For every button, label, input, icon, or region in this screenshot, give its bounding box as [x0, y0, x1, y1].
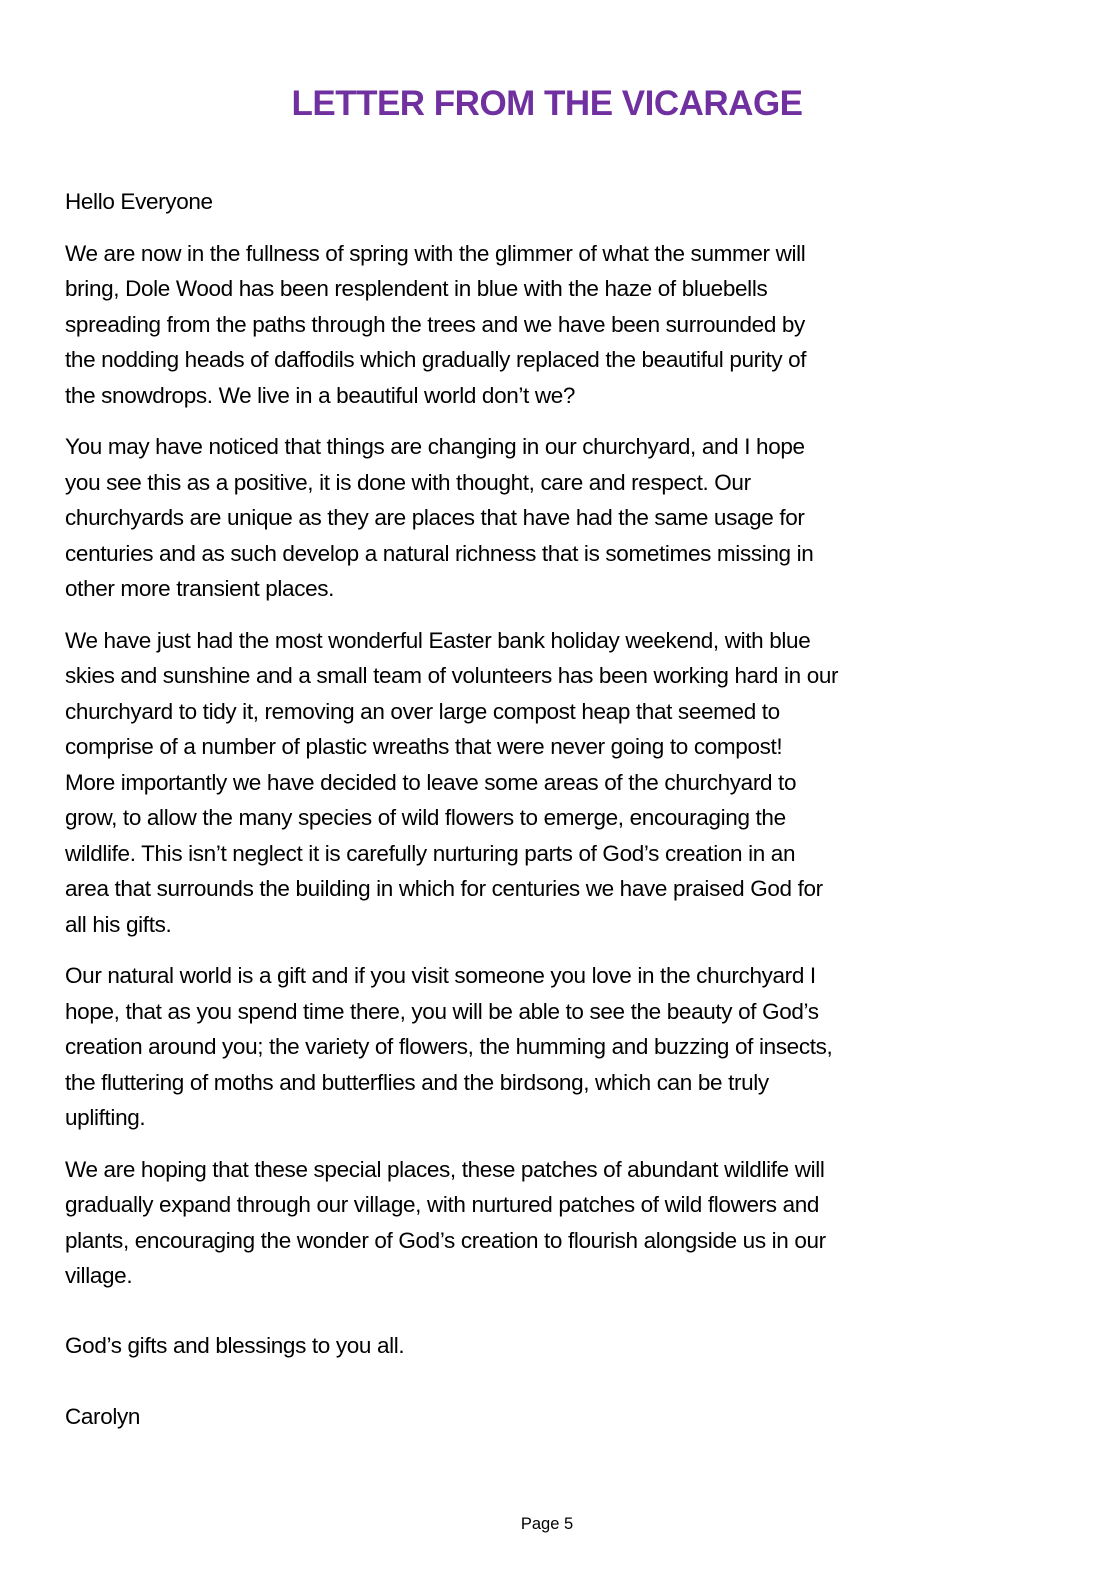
paragraph-4 — [65, 958, 1045, 1136]
paragraph-line: churchyard to tidy it, removing an over large compost heap that seemed to — [65, 698, 780, 724]
paragraph-5 — [65, 1152, 1045, 1294]
paragraph-line: all his gifts. — [65, 911, 172, 937]
paragraph-line: the nodding heads of daffodils which gradually replaced the beautiful purity of — [65, 347, 807, 372]
paragraph-3 — [65, 623, 1045, 943]
paragraph-line: centuries and as such develop a natural richness that is sometimes missing in — [65, 540, 814, 566]
paragraph-line: You may have noticed that things are changing in our churchyard, and I hope — [65, 434, 805, 459]
letter-body — [65, 184, 1045, 1310]
paragraph-line: village. — [65, 1263, 133, 1288]
paragraph-line: grow, to allow the many species of wild flowers to emerge, encouraging the — [65, 805, 786, 830]
paragraph-1 — [65, 236, 1045, 414]
paragraph-line: churchyards are unique as they are places that have had the same usage for — [65, 505, 805, 530]
paragraph-line: gradually expand through our village, with nurtured patches of wild flowers and — [65, 1192, 820, 1217]
paragraph-line: creation around you; the variety of flowers, the humming and buzzing of insects, — [65, 1034, 833, 1059]
paragraph-line: you see this as a positive, it is done with thought, care and respect. Our — [65, 469, 751, 495]
blessing: God’s gifts and blessings to you all. — [65, 1333, 405, 1358]
paragraph-line: skies and sunshine and a small team of volunteers has been working hard in our — [65, 663, 839, 688]
paragraph-line: bring, Dole Wood has been resplendent in blue with the haze of bluebells — [65, 276, 768, 301]
paragraph-line: We are now in the fullness of spring with the glimmer of what the summer will — [65, 240, 806, 266]
paragraph-line: spreading from the paths through the trees and we have been surrounded by — [65, 311, 805, 337]
paragraph-line: Our natural world is a gift and if you visit someone you love in the churchyard I — [65, 963, 816, 988]
paragraph-line: wildlife. This isn’t neglect it is carefully nurturing parts of God’s creation in an — [65, 840, 796, 866]
paragraph-line: uplifting. — [65, 1105, 146, 1130]
signature: Carolyn — [65, 1404, 141, 1429]
paragraph-line: the fluttering of moths and butterflies and the birdsong, which can be truly — [65, 1069, 769, 1095]
page-number: Page 5 — [520, 1515, 574, 1533]
page-title: LETTER FROM THE VICARAGE — [291, 84, 803, 123]
paragraph-line: More importantly we have decided to leave some areas of the churchyard to — [65, 769, 797, 795]
paragraph-line: comprise of a number of plastic wreaths that were never going to compost! — [65, 734, 783, 759]
paragraph-line: We have just had the most wonderful Easter bank holiday weekend, with blue — [65, 627, 811, 653]
paragraph-2 — [65, 429, 1045, 607]
paragraph-line: hope, that as you spend time there, you will be able to see the beauty of God’s — [65, 998, 819, 1024]
paragraph-line: We are hoping that these special places, these patches of abundant wildlife will — [65, 1156, 825, 1182]
paragraph-line: the snowdrops. We live in a beautiful world don’t we? — [65, 382, 576, 408]
paragraph-line: plants, encouraging the wonder of God’s creation to flourish alongside us in our — [65, 1227, 826, 1253]
greeting: Hello Everyone — [65, 189, 213, 214]
paragraph-line: area that surrounds the building in which for centuries we have praised God for — [65, 876, 823, 901]
paragraph-line: other more transient places. — [65, 576, 335, 601]
